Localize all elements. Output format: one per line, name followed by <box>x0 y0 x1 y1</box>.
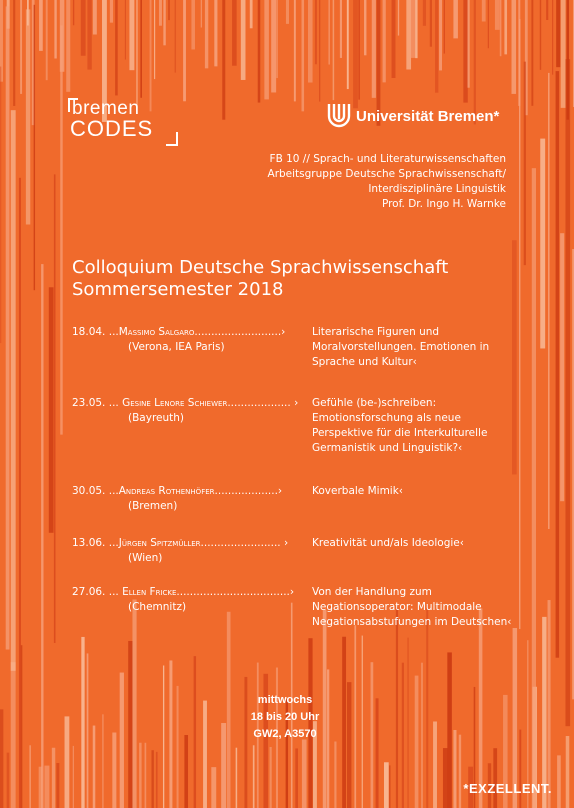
bremen-codes-logo <box>68 98 178 146</box>
decorative-stripe <box>39 0 43 51</box>
decorative-stripe <box>519 730 521 808</box>
decorative-stripe <box>504 0 507 54</box>
decorative-stripe <box>19 178 21 808</box>
decorative-stripe <box>372 0 376 98</box>
decorative-stripe <box>222 0 225 120</box>
decorative-stripe <box>112 733 116 808</box>
decorative-stripe <box>566 736 570 808</box>
talk-affiliation: (Bremen) <box>128 500 178 512</box>
talk-speaker: Massimo Salgaro <box>118 326 195 338</box>
decorative-stripe <box>184 735 188 808</box>
decorative-stripe <box>276 0 278 78</box>
decorative-stripe <box>54 174 56 643</box>
decorative-stripe <box>29 745 30 808</box>
department-line: FB 10 // Sprach- und Literaturwissenschaften <box>269 153 506 165</box>
decorative-stripe <box>102 714 103 808</box>
decorative-stripe <box>383 0 386 82</box>
decorative-stripe <box>433 721 437 808</box>
decorative-stripe <box>211 767 216 808</box>
decorative-stripe <box>271 0 276 92</box>
schedule-block <box>220 692 350 743</box>
decorative-stripe <box>66 0 70 92</box>
decorative-stripe <box>334 741 336 808</box>
decorative-stripe <box>354 625 356 808</box>
decorative-stripe <box>524 62 526 266</box>
decorative-stripe <box>406 0 411 69</box>
decorative-stripe <box>175 0 176 73</box>
decorative-stripe <box>115 0 118 95</box>
decorative-stripe <box>145 743 147 808</box>
decorative-stripe <box>156 752 158 808</box>
title-line-1: Colloquium Deutsche Sprachwissenschaft <box>72 257 449 278</box>
decorative-stripe <box>236 748 238 808</box>
decorative-stripe <box>479 608 483 808</box>
decorative-stripe <box>264 0 269 99</box>
talk-date: 13.06. ... <box>72 537 119 549</box>
decorative-stripe <box>151 750 153 808</box>
colloquium-title <box>72 257 448 301</box>
decorative-stripe <box>286 0 289 24</box>
department-line: Prof. Dr. Ingo H. Warnke <box>381 198 506 210</box>
department-line: Interdisziplinäre Linguistik <box>368 183 506 195</box>
decorative-stripe <box>398 0 399 36</box>
decorative-stripe <box>552 0 553 75</box>
decorative-stripe <box>140 0 142 98</box>
decorative-stripe <box>177 686 179 808</box>
decorative-stripe <box>258 0 261 103</box>
decorative-stripe <box>73 746 74 808</box>
decorative-stripe <box>73 0 74 25</box>
decorative-stripe <box>463 0 467 103</box>
talk-date: 18.04. ... <box>72 326 119 338</box>
decorative-stripe <box>548 600 551 808</box>
decorative-stripe <box>453 730 456 808</box>
decorative-stripe <box>241 0 246 80</box>
decorative-stripe <box>110 0 113 23</box>
decorative-stripe <box>459 735 461 808</box>
decorative-stripe <box>384 762 389 808</box>
decorative-stripe <box>411 0 416 58</box>
decorative-stripe <box>302 739 307 808</box>
decorative-stripe <box>565 59 570 726</box>
decorative-stripe <box>294 0 296 101</box>
decorative-stripe <box>159 0 162 26</box>
decorative-stripe <box>467 0 469 88</box>
decorative-stripe <box>13 0 15 106</box>
decorative-stripe <box>203 701 207 808</box>
talk-speaker: Andreas Rothenhöfer <box>118 485 215 497</box>
decorative-stripe <box>0 67 1 344</box>
talk-dots: ..........................› <box>194 326 286 338</box>
decorative-stripe <box>540 139 545 349</box>
decorative-stripe <box>495 0 500 30</box>
talk-affiliation: (Chemnitz) <box>128 601 187 613</box>
decorative-stripe <box>20 0 22 94</box>
talk-title: Koverbale Mimik‹ <box>312 485 403 497</box>
decorative-stripe <box>421 663 423 808</box>
decorative-stripe <box>168 0 170 20</box>
decorative-stripe <box>295 748 298 808</box>
decorative-stripe <box>93 0 97 35</box>
decorative-stripe <box>333 0 335 100</box>
decorative-stripe <box>125 0 126 60</box>
decorative-stripe <box>340 0 342 58</box>
decorative-stripe <box>423 0 426 26</box>
decorative-stripe <box>7 753 10 808</box>
decorative-stripe <box>60 25 62 434</box>
talk-affiliation: (Wien) <box>128 552 163 564</box>
decorative-stripe <box>232 0 237 66</box>
decorative-stripe <box>194 656 196 808</box>
decorative-stripe <box>415 676 419 808</box>
decorative-stripe <box>191 0 195 49</box>
university-emblem-icon <box>326 102 352 130</box>
decorative-stripe <box>415 0 417 58</box>
decorative-stripe <box>439 0 442 70</box>
decorative-stripe <box>315 0 317 64</box>
schedule-room: GW2, A3570 <box>253 728 317 740</box>
decorative-stripe <box>519 19 520 629</box>
decorative-stripe <box>87 0 91 70</box>
decorative-stripe <box>201 0 202 28</box>
decorative-stripe <box>531 0 533 106</box>
decorative-stripe <box>364 0 366 55</box>
decorative-stripe <box>93 726 96 808</box>
decorative-stripe <box>49 287 54 533</box>
decorative-stripe <box>11 662 16 808</box>
decorative-stripe <box>54 0 56 59</box>
decorative-stripe <box>493 748 497 808</box>
decorative-stripe <box>482 0 486 21</box>
university-name: Universität Bremen* <box>356 108 500 125</box>
decorative-stripe <box>542 617 546 808</box>
decorative-stripe <box>132 599 136 808</box>
talk-date: 30.05. ... <box>72 485 119 497</box>
decorative-stripe <box>426 605 428 808</box>
decorative-stripe <box>150 0 152 111</box>
talk-title: Kreativität und/als Ideologie‹ <box>312 537 464 549</box>
decorative-stripe <box>358 0 360 100</box>
decorative-stripe <box>447 652 452 808</box>
decorative-stripe <box>319 0 320 102</box>
decorative-stripe <box>308 0 313 83</box>
decorative-stripe <box>444 0 445 54</box>
decorative-stripe <box>396 606 398 808</box>
decorative-stripe <box>389 765 390 808</box>
decorative-stripe <box>120 673 124 808</box>
decorative-stripe <box>34 5 35 290</box>
decorative-stripe <box>561 0 566 108</box>
decorative-stripe <box>154 0 155 79</box>
decorative-stripe <box>163 0 165 45</box>
decorative-stripe <box>474 0 476 124</box>
schedule-day: mittwochs <box>257 694 313 706</box>
decorative-stripe <box>301 0 304 111</box>
decorative-stripe <box>556 0 560 67</box>
decorative-stripe <box>512 0 517 94</box>
decorative-stripe <box>250 0 253 28</box>
talk-date: 27.06. ... <box>72 586 123 598</box>
decorative-stripe <box>532 168 536 808</box>
decorative-stripe <box>270 747 272 808</box>
department-line: Arbeitsgruppe Deutsche Sprachwissenschaft/ <box>267 168 506 180</box>
decorative-stripe <box>169 660 172 808</box>
decorative-stripe <box>556 71 560 658</box>
talk-date: 23.05. ... <box>72 397 123 409</box>
decorative-stripe <box>41 264 43 808</box>
logo-word-codes: CODES <box>70 116 154 141</box>
decorative-stripe <box>512 240 517 474</box>
title-line-2: Sommersemester 2018 <box>72 279 284 300</box>
talk-affiliation: (Bayreuth) <box>128 412 185 424</box>
decorative-stripe <box>560 233 564 501</box>
decorative-stripe <box>6 6 10 649</box>
talk-speaker: Gesine Lenore Schiewer <box>122 397 228 409</box>
decorative-stripe <box>347 0 349 89</box>
decorative-stripe <box>376 698 379 808</box>
decorative-stripe <box>402 663 404 808</box>
decorative-stripe <box>44 766 49 808</box>
schedule-time: 18 bis 20 Uhr <box>250 711 320 723</box>
talk-affiliation: (Verona, IEA Paris) <box>128 341 225 353</box>
talk-dots: ...................› <box>214 485 283 497</box>
decorative-stripe <box>488 0 489 48</box>
decorative-stripe <box>253 745 255 808</box>
decorative-stripe <box>453 0 457 38</box>
decorative-stripe <box>435 0 438 93</box>
decorative-stripe <box>362 636 363 808</box>
talk-speaker: Jürgen Spitzmüller <box>118 537 201 549</box>
decorative-stripe <box>353 0 358 108</box>
decorative-stripe <box>81 0 86 56</box>
decorative-stripe <box>548 73 550 529</box>
decorative-stripe <box>430 0 432 47</box>
decorative-stripe <box>56 763 59 808</box>
talk-title: Literarische Figuren und Moralvorstellungen. Emotionen in Sprache und Kultur‹ <box>312 326 490 368</box>
decorative-stripe <box>139 743 142 808</box>
decorative-stripe <box>0 709 3 808</box>
talk-dots: ................... › <box>227 397 299 409</box>
decorative-stripe <box>205 0 208 68</box>
decorative-stripe <box>128 641 132 808</box>
department-block <box>268 152 506 212</box>
talk-dots: ..................................› <box>176 586 295 598</box>
talk-title: Von der Handlung zum Negationsoperator: Multimodale Negationsabstufungen im Deutschen‹ <box>312 586 512 628</box>
decorative-stripe <box>129 0 134 70</box>
decorative-stripe <box>392 0 396 78</box>
decorative-stripe <box>163 665 164 808</box>
decorative-stripe <box>65 716 70 808</box>
decorative-stripe <box>136 0 138 107</box>
decorative-stripe <box>52 748 55 808</box>
decorative-stripe <box>81 637 84 808</box>
decorative-stripe <box>11 110 16 671</box>
logo-bracket-bottom-right <box>166 132 178 146</box>
decorative-stripe <box>328 0 329 65</box>
decorative-stripe <box>443 748 448 808</box>
talk-speaker: Ellen Fricke <box>122 586 177 598</box>
decorative-stripe <box>87 653 89 808</box>
decorative-stripe <box>540 0 541 70</box>
decorative-stripe <box>500 0 502 56</box>
talk-dots: ........................ › <box>200 537 289 549</box>
decorative-stripe <box>26 9 30 224</box>
talk-title: Gefühle (be-)schreiben: Emotionsforschung als neue Perspektive für die Interkulturelle Germanistik und Linguistik?‹ <box>312 397 488 454</box>
exzellent-badge: *EXZELLENT. <box>463 781 552 796</box>
decorative-stripe <box>214 0 217 66</box>
decorative-stripe <box>183 0 186 101</box>
decorative-stripe <box>407 638 408 808</box>
logo-word-bremen: bremen <box>72 98 140 119</box>
decorative-stripe <box>46 0 48 80</box>
decorative-stripe <box>557 755 561 808</box>
decorative-stripe <box>546 0 548 20</box>
decorative-stripe <box>371 662 374 808</box>
decorative-stripe <box>377 0 381 126</box>
